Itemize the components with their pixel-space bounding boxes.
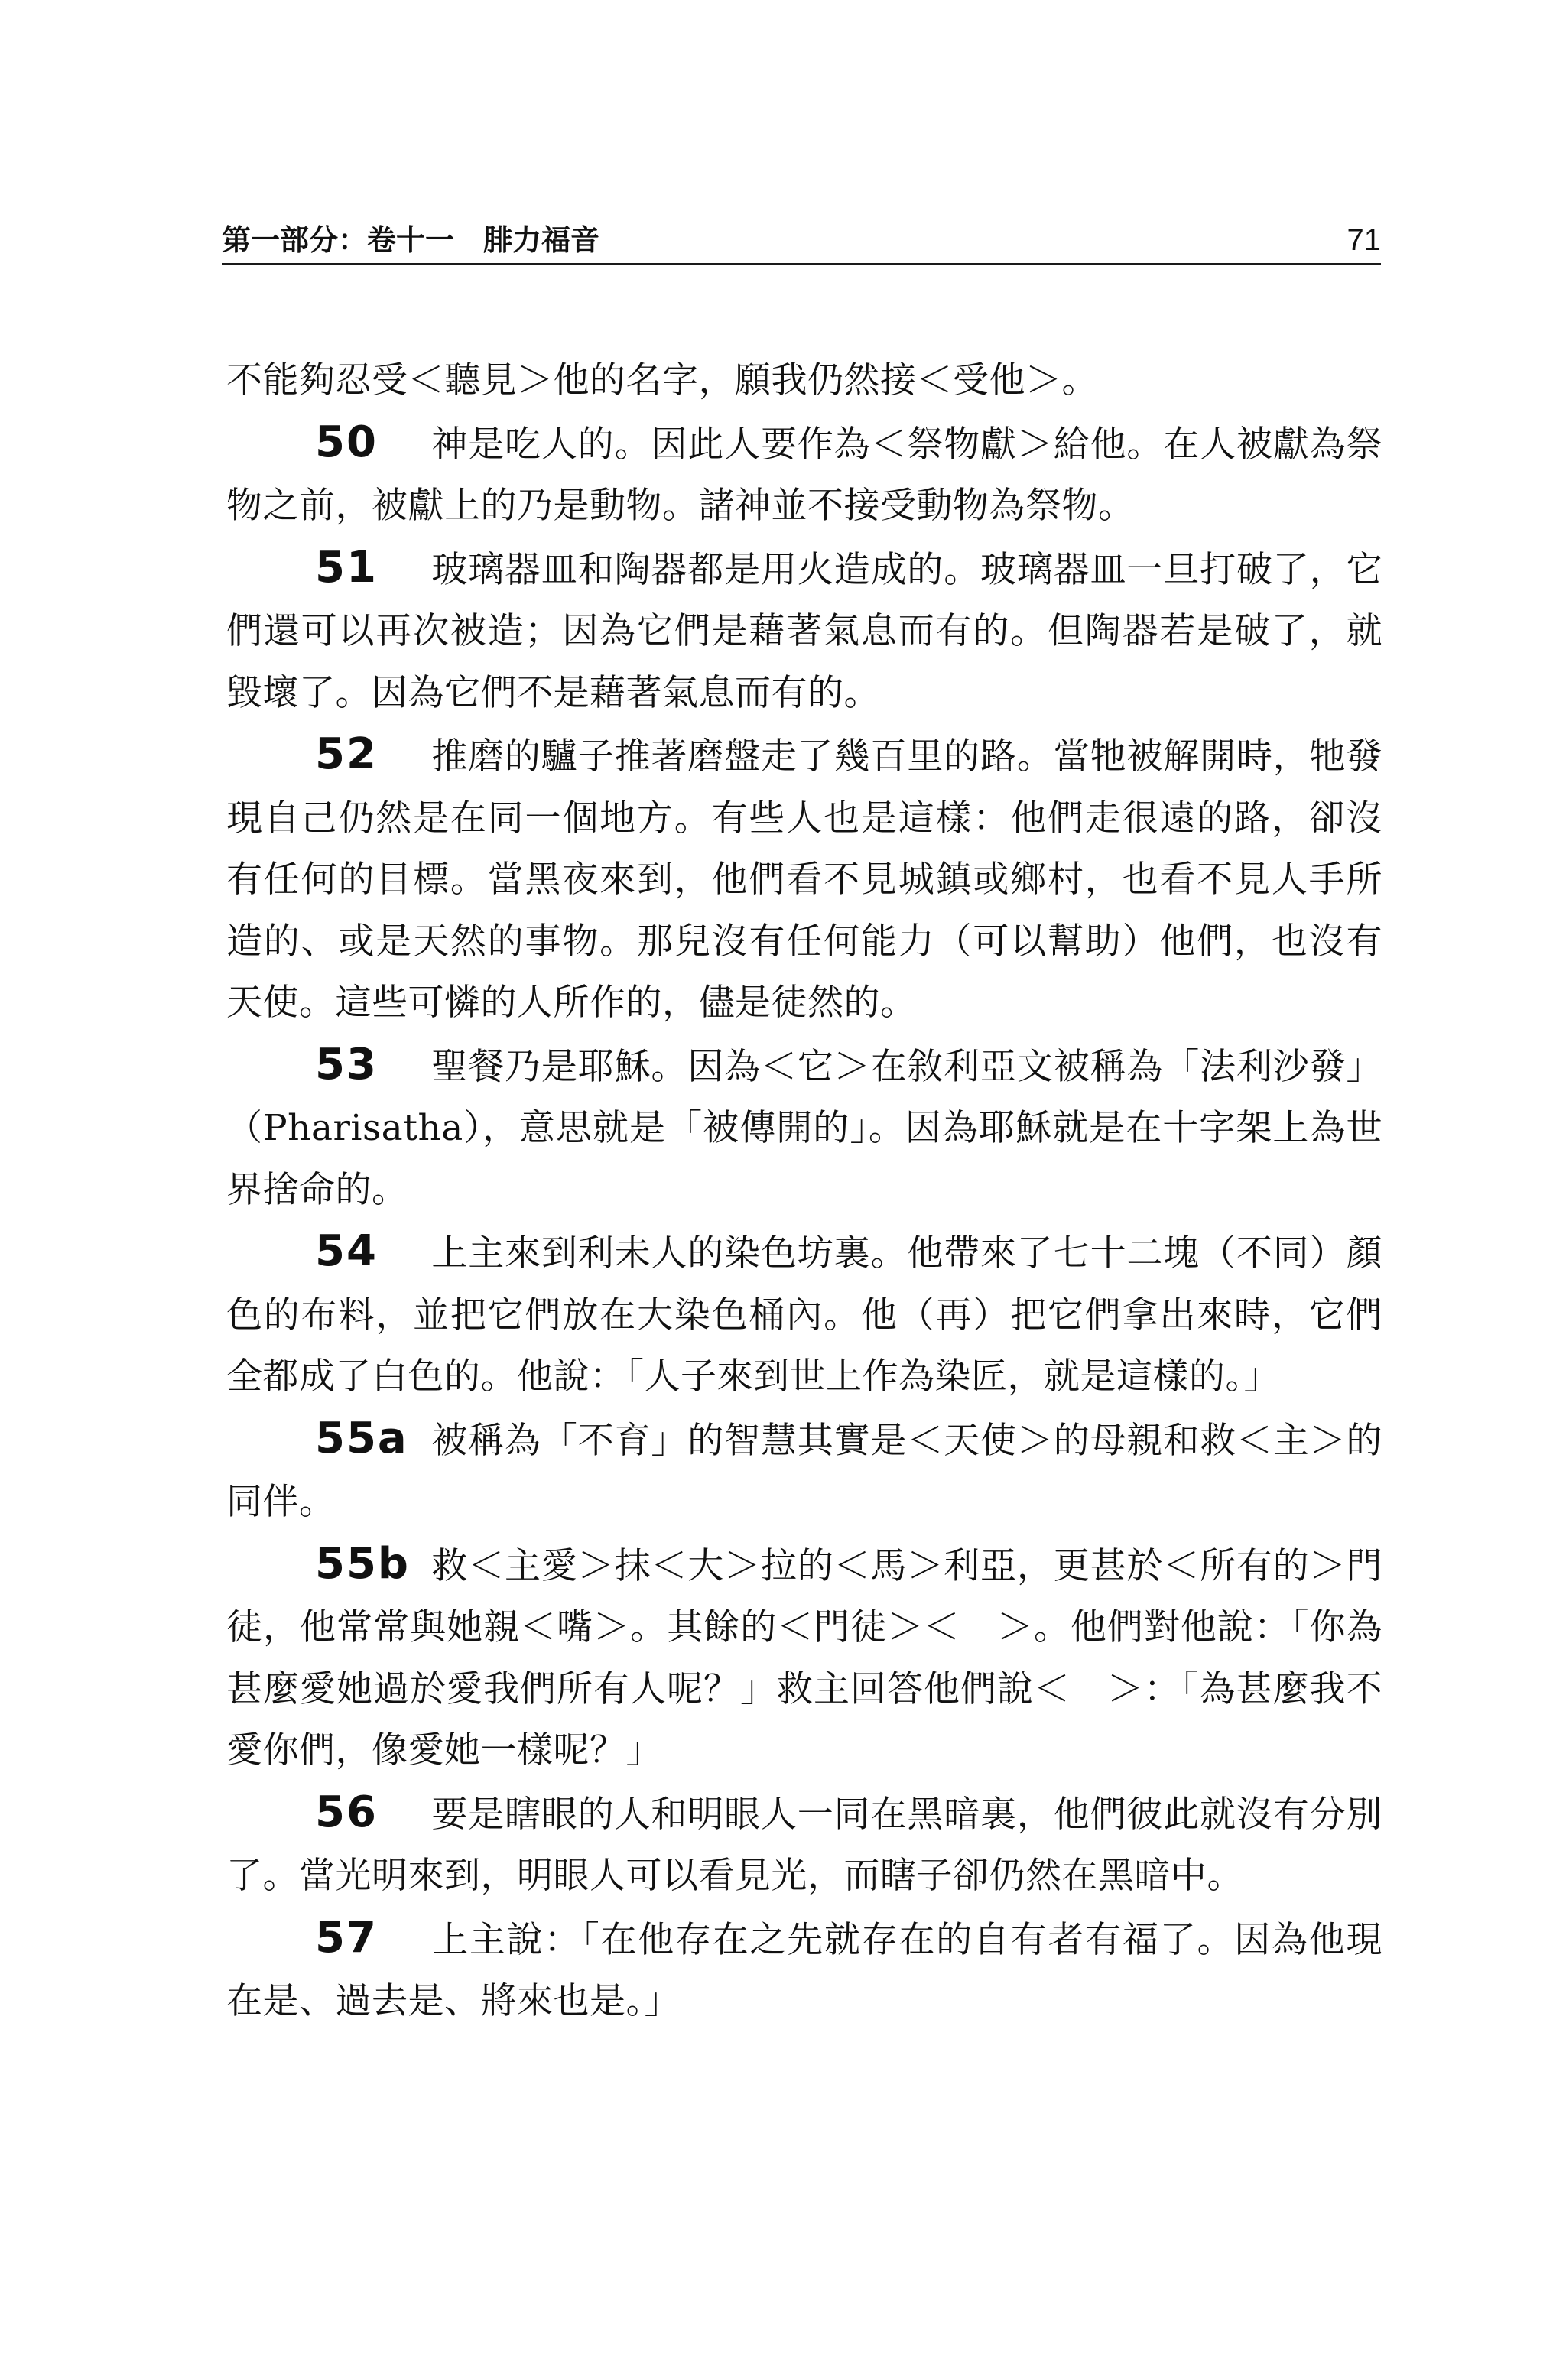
paragraph: [226, 1034, 1382, 1222]
paragraph: [226, 1908, 1382, 2033]
paragraph: [226, 412, 1382, 537]
verse-number: 55b: [315, 1538, 411, 1589]
verse-number: 52: [315, 729, 378, 779]
paragraph-text: 上主說：「在他存在之先就存在的自有者有福了。因為他現在是、過去是、將來也是。」: [226, 1918, 1382, 2022]
verse-number: 53: [315, 1039, 378, 1089]
paragraph-text: 不能夠忍受＜聽見＞他的名字，願我仍然接＜受他＞。: [226, 359, 1098, 401]
running-header: [222, 219, 1381, 261]
paragraph: [226, 1782, 1382, 1908]
paragraph-text: 被稱為「不育」的智慧其實是＜天使＞的母親和救＜主＞的同伴。: [226, 1419, 1382, 1523]
paragraph: [226, 1408, 1382, 1534]
paragraph: [226, 1221, 1382, 1408]
verse-number: 51: [315, 542, 378, 593]
paragraph: [226, 350, 1382, 412]
paragraph-text: 要是瞎眼的人和明眼人一同在黑暗裏，他們彼此就沒有分別了。當光明來到，明眼人可以看見光，而瞎子卻仍然在黑暗中。: [226, 1793, 1382, 1897]
paragraph: [226, 724, 1382, 1034]
verse-number: 50: [315, 417, 378, 467]
paragraph-text: 上主來到利未人的染色坊裏。他帶來了七十二塊（不同）顏色的布料，並把它們放在大染色桶內。他（再）把它們拿出來時，它們全都成了白色的。他說：「人子來到世上作為染匠，就是這樣的。」: [226, 1232, 1382, 1398]
verse-number: 56: [315, 1787, 378, 1837]
header-rule: [222, 263, 1381, 265]
verse-number: 55a: [315, 1413, 408, 1463]
paragraph-text: 推磨的驢子推著磨盤走了幾百里的路。當牠被解開時，牠發現自己仍然是在同一個地方。有些人也是這樣：他們走很遠的路，卻沒有任何的目標。當黑夜來到，他們看不見城鎮或鄉村，也看不見人手所造的、或是天然的事物。那兒沒有任何能力（可以幫助）他們，也沒有天使。這些可憐的人所作的，儘是徒然的。: [226, 735, 1382, 1024]
paragraph-text: 救＜主愛＞抹＜大＞拉的＜馬＞利亞，更甚於＜所有的＞門徒，他常常與她親＜嘴＞。其餘的＜門徒＞＜ ＞。他們對他說：「你為甚麼愛她過於愛我們所有人呢？」救主回答他們說＜ ＞：「為甚麼我不愛你們，像愛她一樣呢？」: [226, 1544, 1382, 1771]
chapter-title: 第一部分：卷十一 腓力福音: [222, 223, 600, 257]
verse-number: 54: [315, 1226, 378, 1276]
paragraph-text: 神是吃人的。因此人要作為＜祭物獻＞給他。在人被獻為祭物之前，被獻上的乃是動物。諸神並不接受動物為祭物。: [226, 423, 1382, 527]
paragraph-text: 玻璃器皿和陶器都是用火造成的。玻璃器皿一旦打破了，它們還可以再次被造；因為它們是藉著氣息而有的。但陶器若是破了，就毀壞了。因為它們不是藉著氣息而有的。: [226, 548, 1382, 714]
page-number: 71: [1347, 223, 1381, 257]
verse-number: 57: [315, 1912, 378, 1963]
body-text: [226, 350, 1382, 2033]
paragraph: [226, 1534, 1382, 1782]
paragraph-text: 聖餐乃是耶穌。因為＜它＞在敘利亞文被稱為「法利沙發」（Pharisatha），意思就是「被傳開的」。因為耶穌就是在十字架上為世界捨命的。: [226, 1045, 1382, 1211]
paragraph: [226, 537, 1382, 725]
